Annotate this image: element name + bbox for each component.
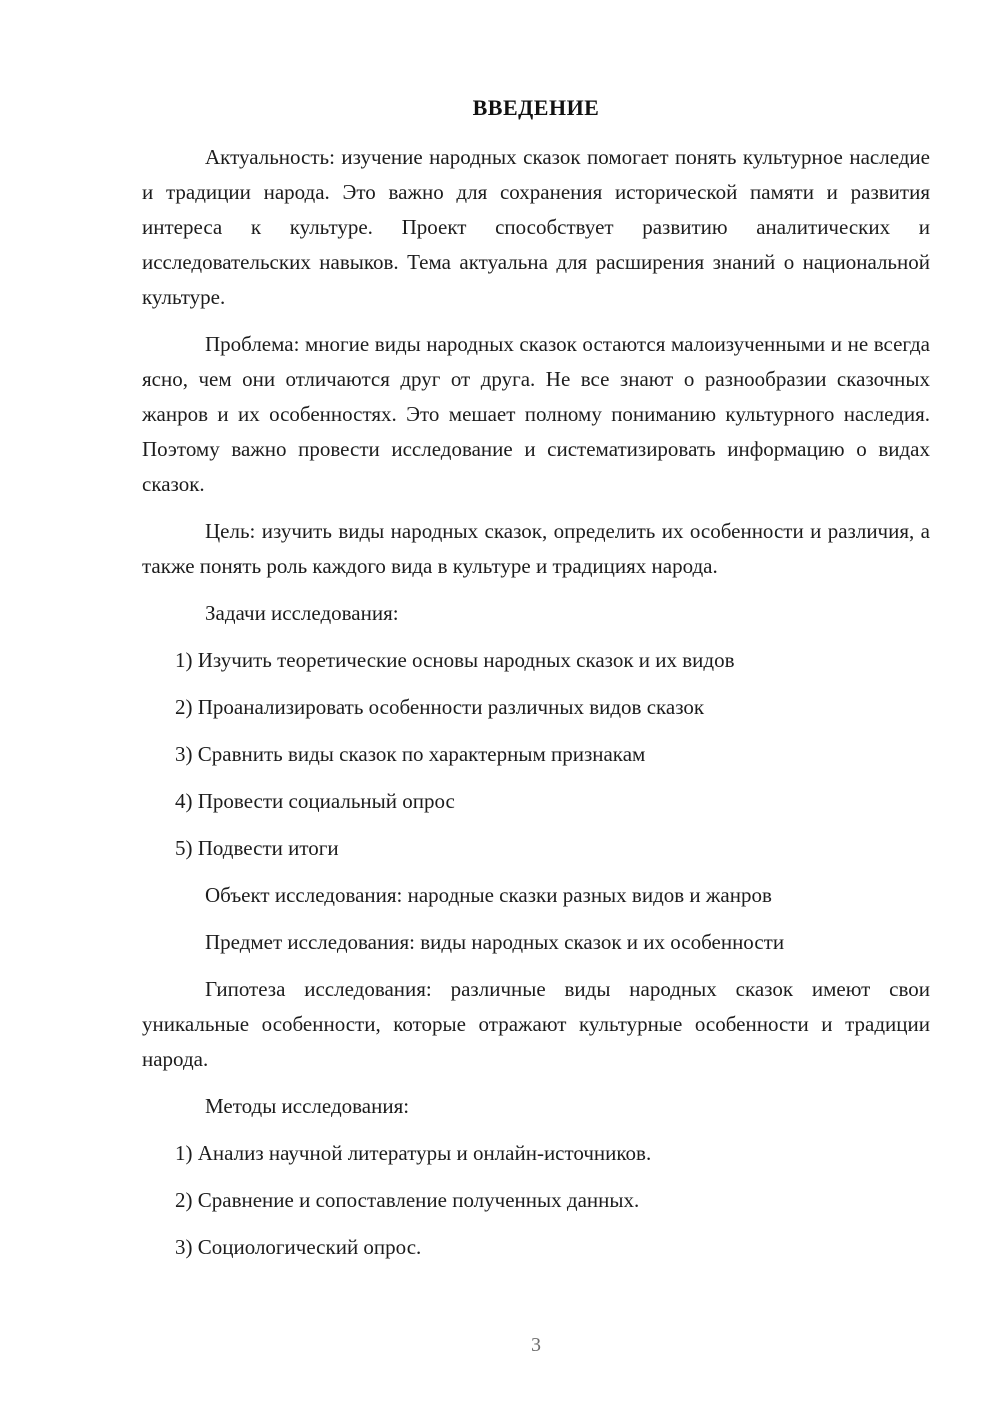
task-item-1: 1) Изучить теоретические основы народных сказок и их видов xyxy=(175,648,735,672)
task-item-5: 5) Подвести итоги xyxy=(175,836,339,860)
paragraph-subject: Предмет исследования: виды народных сказок и их особенности xyxy=(205,930,785,954)
methods-heading: Методы исследования: xyxy=(205,1094,410,1118)
method-item-2: 2) Сравнение и сопоставление полученных данных. xyxy=(175,1188,640,1212)
task-item-2: 2) Проанализировать особенности различных видов сказок xyxy=(175,695,705,719)
method-item-3: 3) Социологический опрос. xyxy=(175,1235,422,1259)
paragraph-actuality: Актуальность: изучение народных сказок помогает понять культурное наследие и традиции народа. Это важно для сохранения исторической памяти и развития интереса к культуре. Проект способствует развитию аналитических и исследовательских навыков. Тема актуальна для расширения знаний о национальной культуре. xyxy=(142,145,930,309)
page-title: ВВЕДЕНИЕ xyxy=(472,95,600,120)
paragraph-hypothesis: Гипотеза исследования: различные виды народных сказок имеют свои уникальные особенности, которые отражают культурные особенности и традиции народа. xyxy=(142,977,930,1071)
method-item-1: 1) Анализ научной литературы и онлайн-источников. xyxy=(175,1141,652,1165)
paragraph-problem: Проблема: многие виды народных сказок остаются малоизученными и не всегда ясно, чем они отличаются друг от друга. Не все знают о разнообразии сказочных жанров и их особенностях. Это мешает полному пониманию культурного наследия. Поэтому важно провести исследование и систематизировать информацию о видах сказок. xyxy=(142,332,930,496)
tasks-heading: Задачи исследования: xyxy=(205,601,399,625)
paragraph-object: Объект исследования: народные сказки разных видов и жанров xyxy=(205,883,772,907)
task-item-3: 3) Сравнить виды сказок по характерным признакам xyxy=(175,742,646,766)
task-item-4: 4) Провести социальный опрос xyxy=(175,789,455,813)
page-content xyxy=(142,90,930,1277)
page-number: 3 xyxy=(531,1334,541,1356)
paragraph-goal: Цель: изучить виды народных сказок, определить их особенности и различия, а также понять роль каждого вида в культуре и традициях народа. xyxy=(142,519,930,578)
